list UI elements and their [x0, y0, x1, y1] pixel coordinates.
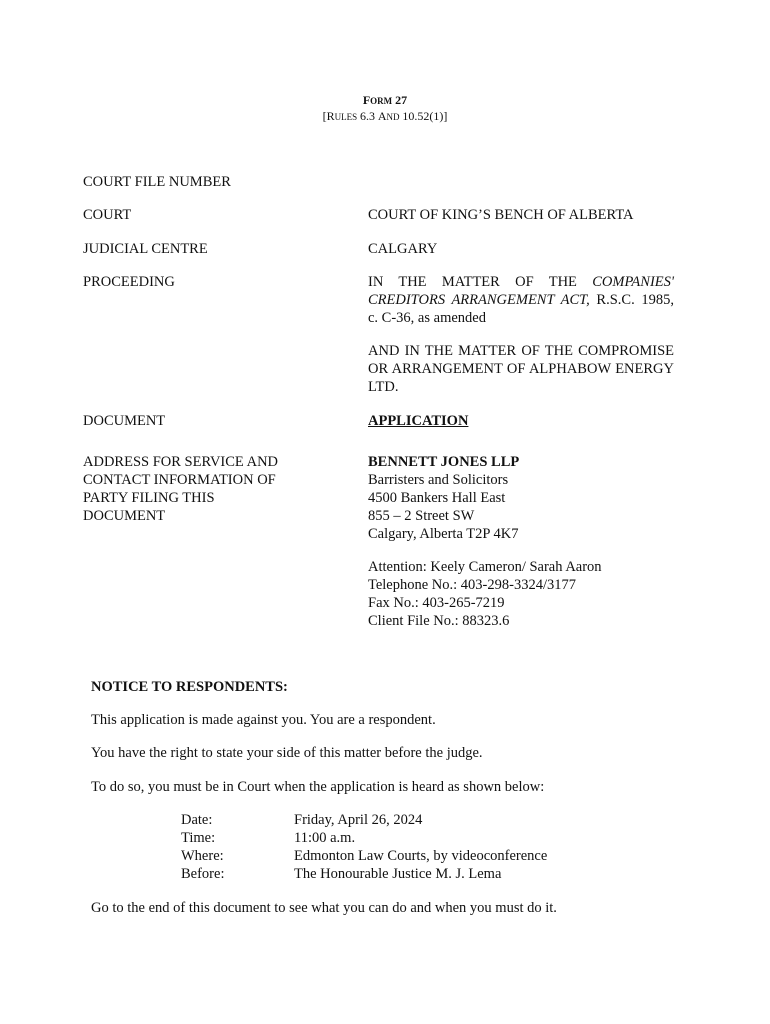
- document-label: DOCUMENT: [83, 413, 166, 429]
- court-value: COURT OF KING’S BENCH OF ALBERTA: [368, 207, 634, 223]
- schedule-time-label: Time:: [181, 830, 216, 846]
- court-label: COURT: [83, 207, 132, 223]
- schedule-before-label: Before:: [181, 866, 225, 882]
- schedule-date-label: Date:: [181, 812, 213, 828]
- schedule-where-value: Edmonton Law Courts, by videoconference: [294, 848, 548, 864]
- schedule-time-value: 11:00 a.m.: [294, 830, 356, 846]
- proceeding-label: PROCEEDING: [83, 274, 175, 290]
- judicial-centre-label: JUDICIAL CENTRE: [83, 241, 208, 257]
- schedule-before-value: The Honourable Justice M. J. Lema: [294, 866, 502, 882]
- court-file-number-label: COURT FILE NUMBER: [83, 174, 231, 190]
- notice-paragraph-1: This application is made against you. You are a respondent.: [91, 712, 436, 728]
- form-rules: [RULES 6.3 AND 10.52(1)]: [322, 109, 448, 123]
- notice-heading: NOTICE TO RESPONDENTS:: [91, 679, 288, 695]
- schedule-date-value: Friday, April 26, 2024: [294, 812, 423, 828]
- address-label: ADDRESS FOR SERVICE AND CONTACT INFORMATION OF PARTY FILING THIS DOCUMENT: [83, 454, 279, 524]
- notice-paragraph-3: To do so, you must be in Court when the application is heard as shown below:: [91, 779, 545, 795]
- contact-block: Attention: Keely Cameron/ Sarah Aaron Telephone No.: 403-298-3324/3177 Fax No.: 403-265-7219 Client File No.: 88323.6: [368, 559, 602, 629]
- document-value: APPLICATION: [368, 413, 469, 429]
- notice-closing: Go to the end of this document to see what you can do and when you must do it.: [91, 900, 557, 916]
- firm-name: BENNETT JONES LLP: [368, 454, 520, 470]
- proceeding-paragraph-2: AND IN THE MATTER OF THE COMPROMISE OR ARRANGEMENT OF ALPHABOW ENERGY LTD.: [368, 343, 674, 395]
- schedule-where-label: Where:: [181, 848, 224, 864]
- judicial-centre-value: CALGARY: [368, 241, 438, 257]
- form-title: FORM 27: [362, 93, 408, 107]
- proceeding-paragraph-1: IN THE MATTER OF THE COMPANIES' CREDITORS ARRANGEMENT ACT, R.S.C. 1985, c. C-36, as amended: [368, 274, 674, 326]
- notice-paragraph-2: You have the right to state your side of this matter before the judge.: [91, 745, 483, 761]
- firm-address-block: BENNETT JONES LLP Barristers and Solicitors 4500 Bankers Hall East 855 – 2 Street SW Calgary, Alberta T2P 4K7: [368, 453, 674, 543]
